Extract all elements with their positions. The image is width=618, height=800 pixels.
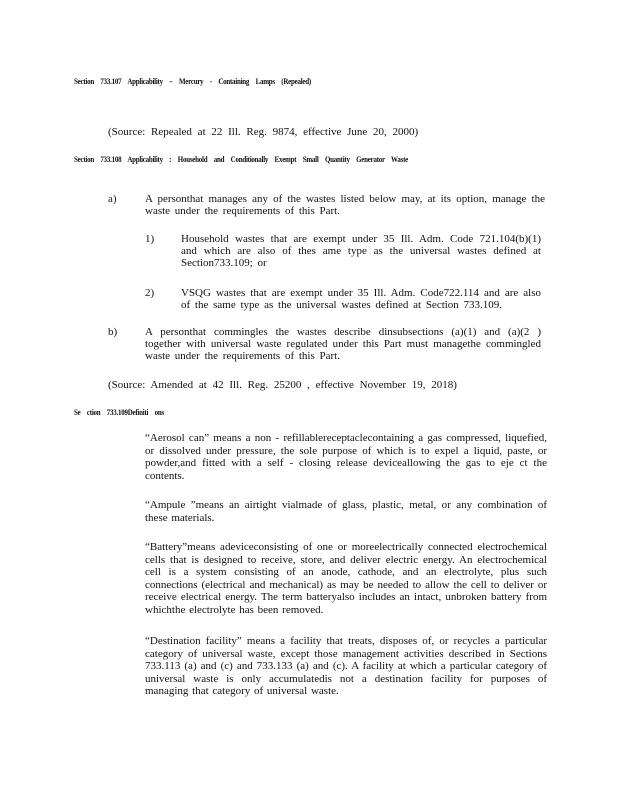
subsection-a2-label: 2) <box>145 287 155 299</box>
section-733-108-heading: Section 733.108 Applicability : Household and Conditionally Exempt Small Quantity Generator Waste <box>74 154 409 164</box>
section-733-107-source: (Source: Repealed at 22 Ill. Reg. 9874, effective June 20, 2000) <box>108 126 419 138</box>
subsection-a1-text: Household wastes that are exempt under 35 Ill. Adm. Code 721.104(b)(1) and which are also of thes ame type as the universal wastes defined at Section733.109; or <box>181 233 541 269</box>
section-733-107-heading: Section 733.107 Applicability – Mercury - Containing Lamps (Repealed) <box>74 76 311 86</box>
subsection-b-label: b) <box>108 326 118 338</box>
section-733-109-heading: Se ction 733.109Definiti ons <box>74 407 164 417</box>
section-733-108-source: (Source: Amended at 42 Ill. Reg. 25200 , effective November 19, 2018) <box>108 379 457 391</box>
subsection-a2-text: VSQG wastes that are exempt under 35 Ill. Adm. Code722.114 and are also of the same type as the universal wastes defined at Section 733.109. <box>181 287 541 311</box>
definition-aerosol-can: “Aerosol can” means a non - refillablereceptaclecontaining a gas compressed, liquefied, or dissolved under pressure, the sole purpose of which is to expel a liquid, paste, or powder,and fitted with a self - closing release deviceallowing the gas to eje ct the contents. <box>145 432 547 482</box>
subsection-a1-label: 1) <box>145 233 155 245</box>
definition-ampule: “Ampule ”means an airtight vialmade of glass, plastic, metal, or any combination of these materials. <box>145 499 547 524</box>
subsection-a-label: a) <box>108 193 117 205</box>
subsection-a-text: A personthat manages any of the wastes listed below may, at its option, manage the waste under the requirements of this Part. <box>145 193 545 217</box>
definition-destination-facility: “Destination facility” means a facility that treats, disposes of, or recycles a particular category of universal waste, except those management activities described in Sections 733.113 (a) and (c) and 733.133 (a) and (c). A facility at which a particular category of universal waste is only accumulatedis not a destination facility for purposes of managing that category of universal waste. <box>145 635 547 697</box>
definition-battery: “Battery”means adeviceconsisting of one or moreelectrically connected electrochemical cells that is designed to receive, store, and deliver electric energy. An electrochemical cell is a system consisting of an anode, cathode, and an electrolyte, plus such connections (electrical and mechanical) as may be needed to allow the cell to deliver or receive electrical energy. The term batteryalso includes an intact, unbroken battery from whichthe electrolyte has been removed. <box>145 541 547 616</box>
subsection-b-text: A personthat commingles the wastes describe dinsubsections (a)(1) and (a)(2 ) together with universal waste regulated under this Part must managethe commingled waste under the requirements of this Part. <box>145 326 541 362</box>
